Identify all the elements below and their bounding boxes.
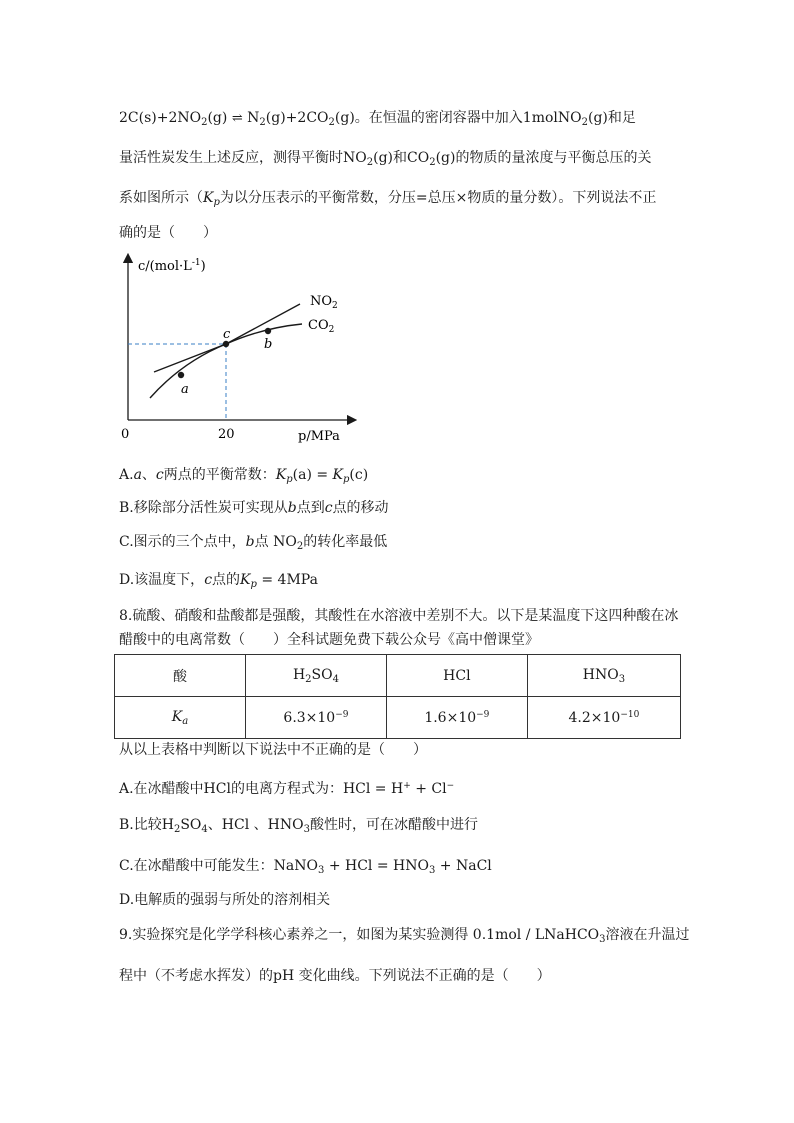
origin-label: 0 bbox=[121, 427, 130, 442]
table-ka-value: $4.2\times 10^{-10}$ bbox=[527, 697, 680, 739]
q7-option-a: A.a、c两点的平衡常数：$K_p(a) = K_p(c)$ bbox=[119, 467, 369, 485]
q8-line1: 8.硫酸、硝酸和盐酸都是强酸，其酸性在水溶液中差别不大。以下是某温度下这四种酸在冰 bbox=[119, 608, 679, 624]
q7-line2: 量活性炭发生上述反应，测得平衡时$NO_2(g)$和$CO_2(g)$的物质的量浓度与平衡总压的关 bbox=[119, 150, 652, 168]
table-acid-hno3: $HNO_3$ bbox=[527, 655, 680, 697]
q8-option-a: A.在冰醋酸中HCl的电离方程式为：HCl = H+ + Cl− bbox=[119, 781, 455, 797]
q7-option-c: C.图示的三个点中，b点 $NO_2$的转化率最低 bbox=[119, 534, 388, 552]
q8-stem: 从以上表格中判断以下说法中不正确的是（ ） bbox=[119, 742, 427, 758]
table-ka-value: $1.6\times 10^{-9}$ bbox=[386, 697, 527, 739]
q7-line4: 确的是（ ） bbox=[119, 225, 217, 241]
table-acid-hcl: HCl bbox=[386, 655, 527, 697]
point-c-label: c bbox=[223, 327, 231, 342]
y-axis-label: $c/(mol\cdot L^{-1})$ bbox=[138, 258, 206, 274]
q7-option-b: B.移除部分活性炭可实现从b点到c点的移动 bbox=[119, 500, 389, 516]
q8-option-b: B.比较$H_2SO_4$、HCl 、$HNO_3$酸性时，可在冰醋酸中进行 bbox=[119, 817, 478, 835]
q9-line1: 9.实验探究是化学学科核心素养之一，如图为某实验测得 0.1mol / LNaHCO$_3$溶液在升温过 bbox=[119, 927, 690, 945]
q9-line2: 程中（不考虑水挥发）的pH 变化曲线。下列说法不正确的是（ ） bbox=[119, 968, 551, 984]
q8-option-c: C.在冰醋酸中可能发生：NaNO$_3$ + HCl = $HNO_3$ + NaCl bbox=[119, 858, 492, 876]
table-acid-h2so4: $H_2SO_4$ bbox=[246, 655, 387, 697]
point-a-label: a bbox=[181, 382, 189, 397]
equilibrium-arrow: ⇌ bbox=[231, 111, 243, 126]
q7-equation-line: $2C(s)+2NO_2(g)$ ⇌ $N_2(g)+2CO_2(g)$。在恒温的密闭容器中加入1molNO$_2$(g)和足 bbox=[119, 110, 636, 128]
table-row-ka bbox=[115, 697, 681, 739]
legend-no2: $NO_2$ bbox=[310, 294, 338, 311]
legend-co2: $CO_2$ bbox=[308, 318, 335, 335]
table-ka-label: $K_a$ bbox=[115, 697, 246, 739]
q8-option-d: D.电解质的强弱与所处的溶剂相关 bbox=[119, 892, 331, 908]
ionization-constant-table bbox=[114, 654, 681, 739]
point-b bbox=[265, 328, 271, 334]
q7-line3: 系如图所示（$K_p$为以分压表示的平衡常数，分压=总压×物质的量分数）。下列说法不正 bbox=[119, 190, 657, 208]
x-axis-label: p/MPa bbox=[298, 429, 340, 444]
point-b-label: b bbox=[264, 337, 273, 352]
table-ka-value: $6.3\times 10^{-9}$ bbox=[246, 697, 387, 739]
q7-option-d: D.该温度下，c点的$K_p = 4MPa$ bbox=[119, 572, 318, 590]
table-header-acid: 酸 bbox=[115, 655, 246, 697]
point-a bbox=[178, 372, 184, 378]
table-row-header bbox=[115, 655, 681, 697]
q8-line2: 醋酸中的电离常数（ ）全科试题免费下载公众号《高中僧课堂》 bbox=[119, 632, 539, 648]
concentration-pressure-chart bbox=[112, 252, 362, 447]
x-tick-label: 20 bbox=[218, 427, 235, 442]
